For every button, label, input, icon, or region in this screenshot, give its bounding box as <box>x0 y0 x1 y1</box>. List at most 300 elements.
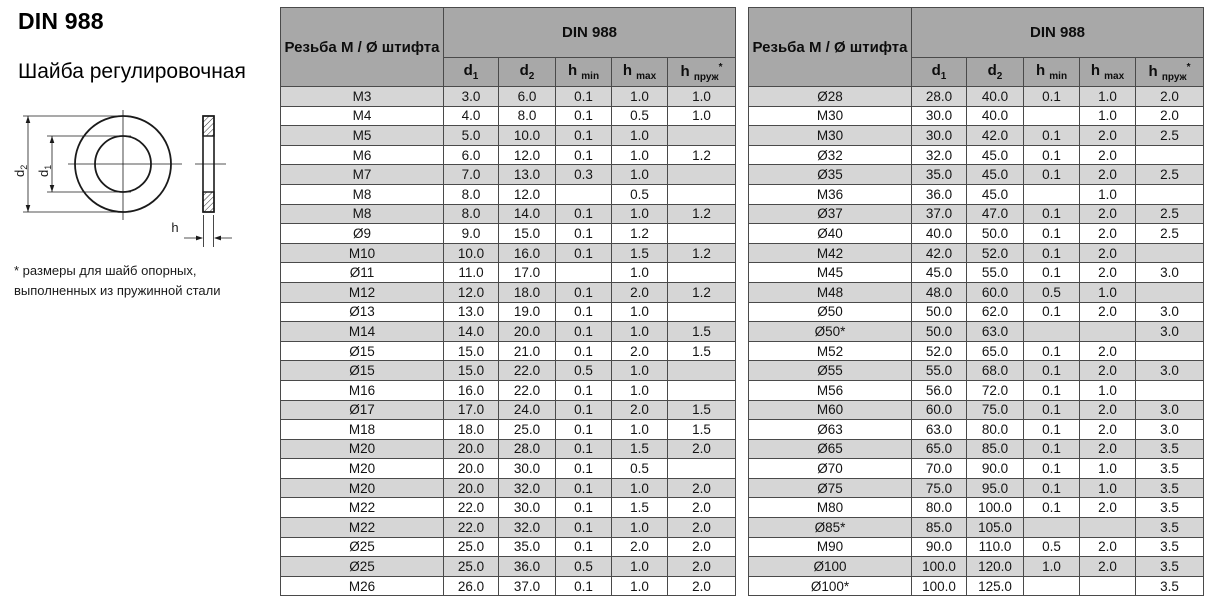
value-cell: 16.0 <box>499 243 556 263</box>
value-cell: 35.0 <box>499 537 556 557</box>
table-row <box>749 537 1204 557</box>
value-cell: 2.0 <box>1136 106 1204 126</box>
value-cell: 100.0 <box>912 557 967 577</box>
table-row <box>749 380 1204 400</box>
value-cell: 40.0 <box>912 224 967 244</box>
value-cell: 28.0 <box>912 87 967 107</box>
value-cell: 1.2 <box>668 204 736 224</box>
value-cell: 2.0 <box>1080 126 1136 146</box>
value-cell: 55.0 <box>912 361 967 381</box>
value-cell: 72.0 <box>967 380 1024 400</box>
value-cell <box>668 165 736 185</box>
footnote-line-2: выполненных из пружинной стали <box>14 283 221 298</box>
table-row <box>281 322 736 342</box>
value-cell: 32.0 <box>499 478 556 498</box>
value-cell: 0.5 <box>612 106 668 126</box>
value-cell: 60.0 <box>912 400 967 420</box>
value-cell: 2.0 <box>612 341 668 361</box>
table-row <box>281 243 736 263</box>
thread-cell: M5 <box>281 126 444 146</box>
value-cell: 0.1 <box>556 498 612 518</box>
value-cell: 2.0 <box>1080 263 1136 283</box>
value-cell: 45.0 <box>967 145 1024 165</box>
d2-header-cell: $d_2$ <box>499 58 556 87</box>
table-row <box>749 557 1204 577</box>
table-row <box>281 184 736 204</box>
value-cell: 63.0 <box>967 322 1024 342</box>
table-row <box>281 106 736 126</box>
value-cell: 1.0 <box>1080 380 1136 400</box>
value-cell: 45.0 <box>912 263 967 283</box>
value-cell: 1.0 <box>668 87 736 107</box>
value-cell <box>668 263 736 283</box>
table-row <box>749 145 1204 165</box>
value-cell: 22.0 <box>499 380 556 400</box>
thread-cell: M42 <box>749 243 912 263</box>
value-cell: 1.0 <box>612 518 668 538</box>
table-row <box>281 282 736 302</box>
thread-cell: M10 <box>281 243 444 263</box>
value-cell: 2.0 <box>1080 204 1136 224</box>
thread-cell: Ø55 <box>749 361 912 381</box>
value-cell <box>1024 184 1080 204</box>
h-max-header-cell: h $_{max}$ <box>612 58 668 87</box>
value-cell <box>668 126 736 146</box>
value-cell: 18.0 <box>499 282 556 302</box>
value-cell: 52.0 <box>967 243 1024 263</box>
value-cell: 22.0 <box>499 361 556 381</box>
value-cell: 2.0 <box>1080 557 1136 577</box>
value-cell: 2.0 <box>1080 341 1136 361</box>
thread-cell: M16 <box>281 380 444 400</box>
value-cell: 0.1 <box>556 459 612 479</box>
value-cell <box>1136 184 1204 204</box>
value-cell <box>668 184 736 204</box>
value-cell: 30.0 <box>912 126 967 146</box>
value-cell <box>1080 518 1136 538</box>
table-row <box>749 302 1204 322</box>
value-cell: 0.1 <box>1024 341 1080 361</box>
washer-technical-drawing <box>10 100 260 260</box>
table-row <box>749 400 1204 420</box>
value-cell: 1.0 <box>612 145 668 165</box>
value-cell: 2.0 <box>668 478 736 498</box>
value-cell: 2.0 <box>1136 87 1204 107</box>
table-row <box>281 204 736 224</box>
value-cell: 0.1 <box>556 537 612 557</box>
washer-front-view <box>68 110 182 220</box>
value-cell: 2.0 <box>1080 165 1136 185</box>
d2-dimension-label: $d_2$ <box>12 164 29 177</box>
value-cell: 2.0 <box>1080 224 1136 244</box>
h-min-header-cell: h $_{min}$ <box>1024 58 1080 87</box>
value-cell: 3.5 <box>1136 459 1204 479</box>
value-cell: 2.0 <box>668 576 736 596</box>
value-cell: 0.1 <box>556 341 612 361</box>
value-cell: 110.0 <box>967 537 1024 557</box>
thread-cell: M48 <box>749 282 912 302</box>
value-cell: 3.0 <box>1136 420 1204 440</box>
value-cell: 0.5 <box>1024 537 1080 557</box>
value-cell: 0.1 <box>1024 439 1080 459</box>
thread-cell: M4 <box>281 106 444 126</box>
value-cell: 30.0 <box>499 498 556 518</box>
table-row <box>281 518 736 538</box>
thread-cell: Ø63 <box>749 420 912 440</box>
value-cell: 12.0 <box>499 145 556 165</box>
thread-cell: Ø50 <box>749 302 912 322</box>
value-cell: 17.0 <box>444 400 499 420</box>
footnote <box>14 261 220 301</box>
d1-dimension-label: $d_1$ <box>36 164 53 177</box>
value-cell: 1.0 <box>612 126 668 146</box>
table-row <box>749 106 1204 126</box>
thread-cell: Ø11 <box>281 263 444 283</box>
value-cell: 3.0 <box>1136 322 1204 342</box>
thread-cell: M30 <box>749 126 912 146</box>
value-cell: 4.0 <box>444 106 499 126</box>
h-dimension-label: h <box>171 220 179 235</box>
value-cell: 56.0 <box>912 380 967 400</box>
thread-cell: M45 <box>749 263 912 283</box>
value-cell: 85.0 <box>912 518 967 538</box>
value-cell: 18.0 <box>444 420 499 440</box>
value-cell: 25.0 <box>444 537 499 557</box>
value-cell: 0.1 <box>556 126 612 146</box>
value-cell: 2.0 <box>668 439 736 459</box>
value-cell: 0.1 <box>1024 224 1080 244</box>
table-row <box>749 322 1204 342</box>
thread-cell: Ø70 <box>749 459 912 479</box>
value-cell: 0.1 <box>556 576 612 596</box>
thread-cell: M8 <box>281 184 444 204</box>
value-cell <box>668 302 736 322</box>
table-row <box>281 341 736 361</box>
value-cell <box>668 224 736 244</box>
value-cell: 1.0 <box>612 380 668 400</box>
value-cell: 0.1 <box>556 106 612 126</box>
value-cell: 3.5 <box>1136 576 1204 596</box>
value-cell: 17.0 <box>499 263 556 283</box>
value-cell: 1.2 <box>668 145 736 165</box>
h-spring-header-cell: h $_{пруж}$* <box>1136 58 1204 87</box>
value-cell: 1.0 <box>612 478 668 498</box>
table-row <box>281 263 736 283</box>
value-cell: 6.0 <box>499 87 556 107</box>
value-cell: 37.0 <box>499 576 556 596</box>
value-cell: 1.0 <box>1080 87 1136 107</box>
value-cell: 0.1 <box>556 282 612 302</box>
value-cell: 32.0 <box>499 518 556 538</box>
thread-cell: M20 <box>281 439 444 459</box>
value-cell: 85.0 <box>967 439 1024 459</box>
thread-cell: M22 <box>281 518 444 538</box>
table-row <box>749 361 1204 381</box>
h-max-header-cell: h $_{max}$ <box>1080 58 1136 87</box>
table-row <box>749 518 1204 538</box>
value-cell: 3.5 <box>1136 537 1204 557</box>
value-cell: 0.3 <box>556 165 612 185</box>
value-cell: 19.0 <box>499 302 556 322</box>
value-cell: 5.0 <box>444 126 499 146</box>
value-cell: 2.5 <box>1136 165 1204 185</box>
value-cell: 13.0 <box>499 165 556 185</box>
value-cell <box>556 263 612 283</box>
table-row <box>281 420 736 440</box>
din-table-small-sizes <box>280 7 736 596</box>
value-cell: 1.0 <box>668 106 736 126</box>
value-cell <box>1080 322 1136 342</box>
value-cell: 36.0 <box>499 557 556 577</box>
value-cell: 7.0 <box>444 165 499 185</box>
table-row <box>281 400 736 420</box>
value-cell: 1.5 <box>612 498 668 518</box>
value-cell: 2.0 <box>1080 537 1136 557</box>
value-cell: 3.0 <box>444 87 499 107</box>
value-cell: 0.1 <box>1024 165 1080 185</box>
table-row <box>749 87 1204 107</box>
value-cell: 28.0 <box>499 439 556 459</box>
value-cell: 0.1 <box>556 420 612 440</box>
value-cell: 0.1 <box>556 224 612 244</box>
value-cell: 1.0 <box>612 322 668 342</box>
value-cell: 3.5 <box>1136 478 1204 498</box>
table-row <box>281 87 736 107</box>
thread-cell: M20 <box>281 478 444 498</box>
value-cell: 95.0 <box>967 478 1024 498</box>
table-row <box>749 165 1204 185</box>
table-row <box>281 498 736 518</box>
thread-cell: Ø35 <box>749 165 912 185</box>
thread-cell: Ø13 <box>281 302 444 322</box>
table-row <box>749 459 1204 479</box>
h-min-header-cell: h $_{min}$ <box>556 58 612 87</box>
table-row <box>281 361 736 381</box>
table-row <box>749 243 1204 263</box>
thread-cell: M14 <box>281 322 444 342</box>
page-title: DIN 988 <box>18 8 104 34</box>
value-cell: 80.0 <box>967 420 1024 440</box>
value-cell: 0.1 <box>1024 498 1080 518</box>
value-cell: 22.0 <box>444 518 499 538</box>
value-cell: 15.0 <box>444 361 499 381</box>
value-cell: 90.0 <box>912 537 967 557</box>
value-cell: 1.0 <box>612 576 668 596</box>
value-cell: 1.0 <box>1080 106 1136 126</box>
value-cell: 20.0 <box>499 322 556 342</box>
value-cell: 32.0 <box>912 145 967 165</box>
thread-cell: M18 <box>281 420 444 440</box>
value-cell: 47.0 <box>967 204 1024 224</box>
value-cell: 1.0 <box>1080 184 1136 204</box>
thread-cell: Ø28 <box>749 87 912 107</box>
value-cell: 10.0 <box>499 126 556 146</box>
din-group-header-cell: DIN 988 <box>444 8 736 58</box>
thread-cell: Ø17 <box>281 400 444 420</box>
value-cell: 1.2 <box>668 282 736 302</box>
value-cell: 2.5 <box>1136 126 1204 146</box>
thread-cell: M30 <box>749 106 912 126</box>
value-cell: 0.1 <box>1024 302 1080 322</box>
thread-cell: M20 <box>281 459 444 479</box>
value-cell: 1.0 <box>612 263 668 283</box>
thread-cell: M8 <box>281 204 444 224</box>
value-cell: 0.1 <box>1024 243 1080 263</box>
value-cell: 63.0 <box>912 420 967 440</box>
value-cell: 2.0 <box>1080 400 1136 420</box>
thread-cell: M52 <box>749 341 912 361</box>
din-table-large-sizes <box>748 7 1204 596</box>
value-cell: 3.5 <box>1136 557 1204 577</box>
value-cell: 100.0 <box>967 498 1024 518</box>
value-cell: 0.1 <box>556 302 612 322</box>
value-cell: 15.0 <box>444 341 499 361</box>
value-cell: 1.2 <box>612 224 668 244</box>
thread-cell: Ø50* <box>749 322 912 342</box>
thread-header-cell: Резьба М / Ø штифта <box>281 8 444 87</box>
value-cell: 1.0 <box>1080 282 1136 302</box>
thread-cell: Ø100* <box>749 576 912 596</box>
thread-cell: Ø15 <box>281 341 444 361</box>
value-cell: 2.0 <box>668 557 736 577</box>
value-cell: 1.0 <box>612 557 668 577</box>
value-cell: 65.0 <box>912 439 967 459</box>
value-cell: 125.0 <box>967 576 1024 596</box>
h-dimension <box>184 215 232 247</box>
value-cell: 2.0 <box>1080 361 1136 381</box>
d1-header-cell: $d_1$ <box>912 58 967 87</box>
value-cell: 1.0 <box>612 204 668 224</box>
value-cell: 2.0 <box>668 518 736 538</box>
value-cell: 75.0 <box>912 478 967 498</box>
value-cell <box>1024 106 1080 126</box>
thread-cell: Ø32 <box>749 145 912 165</box>
value-cell: 2.5 <box>1136 224 1204 244</box>
value-cell: 8.0 <box>499 106 556 126</box>
value-cell: 15.0 <box>499 224 556 244</box>
table-row <box>749 341 1204 361</box>
value-cell: 1.0 <box>612 361 668 381</box>
value-cell: 12.0 <box>499 184 556 204</box>
value-cell: 0.1 <box>556 145 612 165</box>
value-cell: 2.0 <box>1080 145 1136 165</box>
value-cell: 1.0 <box>612 302 668 322</box>
value-cell: 3.0 <box>1136 302 1204 322</box>
value-cell: 0.1 <box>1024 145 1080 165</box>
din-group-header-cell: DIN 988 <box>912 8 1204 58</box>
value-cell: 1.0 <box>612 165 668 185</box>
table-row <box>281 165 736 185</box>
value-cell: 0.1 <box>556 400 612 420</box>
value-cell: 2.0 <box>668 498 736 518</box>
thread-cell: M80 <box>749 498 912 518</box>
value-cell: 50.0 <box>967 224 1024 244</box>
table-row <box>281 459 736 479</box>
table-row <box>281 380 736 400</box>
value-cell <box>1024 518 1080 538</box>
value-cell: 40.0 <box>967 87 1024 107</box>
value-cell: 2.5 <box>1136 204 1204 224</box>
value-cell: 24.0 <box>499 400 556 420</box>
value-cell: 6.0 <box>444 145 499 165</box>
table-row <box>749 282 1204 302</box>
table-row <box>281 439 736 459</box>
value-cell: 70.0 <box>912 459 967 479</box>
thread-cell: M36 <box>749 184 912 204</box>
value-cell: 0.1 <box>1024 263 1080 283</box>
value-cell: 12.0 <box>444 282 499 302</box>
value-cell: 100.0 <box>912 576 967 596</box>
value-cell <box>1136 341 1204 361</box>
value-cell: 0.5 <box>612 459 668 479</box>
value-cell: 22.0 <box>444 498 499 518</box>
thread-cell: M60 <box>749 400 912 420</box>
value-cell: 3.0 <box>1136 361 1204 381</box>
thread-cell: Ø65 <box>749 439 912 459</box>
value-cell: 48.0 <box>912 282 967 302</box>
value-cell <box>1136 282 1204 302</box>
value-cell: 1.0 <box>612 420 668 440</box>
washer-drawing-svg <box>10 100 260 260</box>
value-cell: 0.1 <box>556 439 612 459</box>
value-cell: 3.0 <box>1136 263 1204 283</box>
value-cell <box>1024 576 1080 596</box>
value-cell: 1.0 <box>1024 557 1080 577</box>
washer-side-view <box>195 116 226 212</box>
thread-cell: M26 <box>281 576 444 596</box>
value-cell: 1.0 <box>612 87 668 107</box>
value-cell: 50.0 <box>912 302 967 322</box>
d2-header-cell: $d_2$ <box>967 58 1024 87</box>
value-cell: 1.2 <box>668 243 736 263</box>
table-row <box>749 439 1204 459</box>
value-cell: 120.0 <box>967 557 1024 577</box>
thread-cell: M22 <box>281 498 444 518</box>
footnote-line-1: * размеры для шайб опорных, <box>14 263 197 278</box>
value-cell: 11.0 <box>444 263 499 283</box>
table-row <box>281 302 736 322</box>
value-cell: 0.1 <box>1024 87 1080 107</box>
value-cell: 1.5 <box>668 341 736 361</box>
thread-cell: Ø9 <box>281 224 444 244</box>
value-cell: 0.1 <box>1024 459 1080 479</box>
value-cell: 20.0 <box>444 439 499 459</box>
table-row <box>749 126 1204 146</box>
value-cell: 105.0 <box>967 518 1024 538</box>
value-cell: 0.1 <box>1024 420 1080 440</box>
table-row <box>281 478 736 498</box>
value-cell: 40.0 <box>967 106 1024 126</box>
thread-cell: M90 <box>749 537 912 557</box>
value-cell: 13.0 <box>444 302 499 322</box>
value-cell: 1.5 <box>612 439 668 459</box>
value-cell: 8.0 <box>444 184 499 204</box>
value-cell: 0.1 <box>556 478 612 498</box>
value-cell: 1.5 <box>668 420 736 440</box>
value-cell <box>668 361 736 381</box>
value-cell: 42.0 <box>967 126 1024 146</box>
value-cell: 0.1 <box>1024 478 1080 498</box>
table-row <box>749 498 1204 518</box>
value-cell: 0.5 <box>1024 282 1080 302</box>
value-cell: 2.0 <box>612 282 668 302</box>
value-cell: 9.0 <box>444 224 499 244</box>
value-cell: 25.0 <box>444 557 499 577</box>
value-cell: 37.0 <box>912 204 967 224</box>
value-cell: 0.1 <box>556 204 612 224</box>
value-cell: 1.0 <box>1080 478 1136 498</box>
value-cell: 0.5 <box>556 361 612 381</box>
